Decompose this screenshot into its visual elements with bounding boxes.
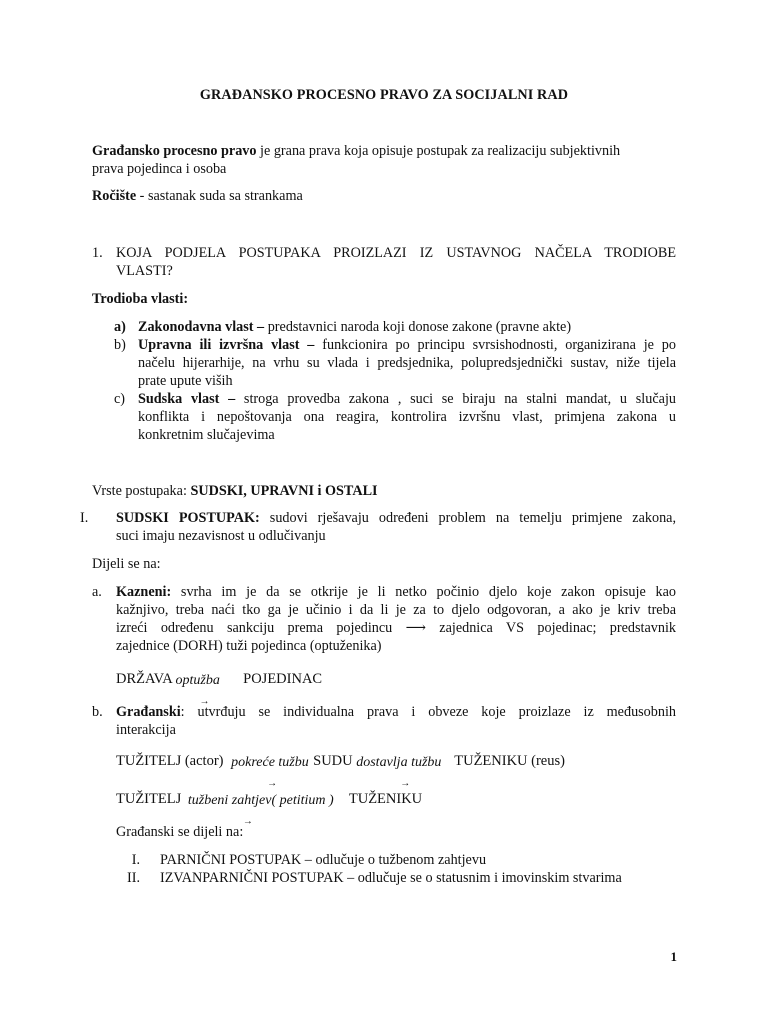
page-number: 1 — [670, 949, 677, 964]
definition-procesno-pravo: Građansko procesno pravo je grana prava koja opisuje postupak za realizaciju subjektivnih — [92, 143, 621, 159]
question-1-number: 1. — [92, 245, 103, 261]
vrste-postupaka: Vrste postupaka: SUDSKI, UPRAVNI i OSTALI — [92, 483, 378, 499]
arrow-icon: → — [400, 778, 411, 789]
label-pokrece-tuzbu: pokreće tužbu — [231, 755, 309, 770]
label-tuzbeni-zahtjev: tužbeni zahtjev( petitium ) — [187, 793, 334, 808]
gradjanski-marker: b. — [92, 704, 103, 720]
kazneni-line2: kažnjivo, treba naći tko ga je učinio i da li je za to djelo odgovoran, a ako je kriv treba — [116, 602, 676, 618]
power-sudska-line1: Sudska vlast – stroga provedba zakona , suci se biraju na stalni mandat, u slučaju — [138, 391, 676, 407]
sudski-line2: suci imaju nezavisnost u odlučivanju — [116, 528, 326, 544]
definition-rociste: Ročište - sastanak suda sa strankama — [92, 188, 303, 204]
power-upravna-line1: Upravna ili izvršna vlast – funkcionira po principu svrsishodnosti, organizirana je po — [138, 337, 676, 353]
power-marker-a: a) — [114, 319, 126, 335]
term-procesno-pravo: Građansko procesno pravo — [92, 143, 257, 159]
power-upravna-line2: načelu hijerarhije, na vrhu su vlada i predsjednika, polupredsjednički sustav, niže tijela — [138, 355, 676, 371]
kazneni-line4: zajednice (DORH) tuži pojedinca (optuženika) — [116, 638, 382, 654]
trodioba-heading: Trodioba vlasti: — [92, 291, 189, 307]
sudski-line1: SUDSKI POSTUPAK: sudovi rješavaju određeni problem na temelju primjene zakona, — [116, 510, 677, 526]
kazneni-line1: Kazneni: svrha im je da se otkrije je li netko počinio djelo koje zakon opisuje kao — [116, 584, 676, 600]
power-marker-b: b) — [114, 337, 126, 353]
kazneni-line3: izreći određenu sankciju prema pojedincu ⟶ zajednica VS pojedinac; predstavnik — [116, 620, 676, 636]
question-1-line1: KOJA PODJELA POSTUPAKA PROIZLAZI IZ USTAVNOG NAČELA TRODIOBE — [116, 245, 676, 261]
equation-gradjanski-1: TUŽITELJ (actor) pokreće tužbu → SUDU dostavlja tužbu → TUŽENIKU (reus) — [116, 752, 565, 770]
definition-procesno-pravo-line2: prava pojedinca i osoba — [92, 161, 227, 177]
dijeli-se-na: Dijeli se na: — [92, 556, 161, 572]
gradjanski-line2: interakcija — [116, 722, 176, 738]
subtype-izvanparnicni: IZVANPARNIČNI POSTUPAK – odlučuje se o statusnim i imovinskim stvarima — [160, 870, 622, 886]
label-optuzba: optužba — [175, 673, 220, 688]
arrow-icon: → — [267, 778, 278, 789]
label-dostavlja-tuzbu: dostavlja tužbu — [356, 755, 442, 770]
subtype-parnicni: PARNIČNI POSTUPAK – odlučuje o tužbenom zahtjevu — [160, 852, 487, 868]
gradjanski-line1: Građanski: utvrđuju se individualna prava i obveze koje proizlaze iz međusobnih — [116, 704, 676, 720]
equation-gradjanski-2: TUŽITELJ tužbeni zahtjev( petitium ) → TUŽENIKU — [116, 790, 422, 808]
kazneni-marker: a. — [92, 584, 102, 600]
arrow-icon: → — [199, 696, 210, 707]
power-sudska-line2: konflikta i nepoštovanja ona reagira, kontrolira izvršnu vlast, primjena zakona u — [138, 409, 676, 425]
subtype-marker-1: I. — [131, 852, 140, 868]
arrow-icon: → — [242, 816, 253, 827]
power-zakonodavna: Zakonodavna vlast – predstavnici naroda koji donose zakone (pravne akte) — [138, 319, 572, 335]
power-upravna-line3: prate upute viših — [138, 373, 233, 389]
gradjanski-dijeli: Građanski se dijeli na: — [116, 824, 244, 840]
document-title: GRAĐANSKO PROCESNO PRAVO ZA SOCIJALNI RAD — [199, 87, 569, 103]
power-marker-c: c) — [114, 391, 126, 407]
equation-kazneni: DRŽAVA optužba → POJEDINAC — [116, 670, 322, 688]
sudski-marker: I. — [80, 510, 89, 526]
subtype-marker-2: II. — [127, 870, 140, 886]
term-rociste: Ročište — [92, 188, 137, 204]
question-1-line2: VLASTI? — [116, 263, 173, 279]
power-sudska-line3: konkretnim slučajevima — [138, 427, 275, 443]
